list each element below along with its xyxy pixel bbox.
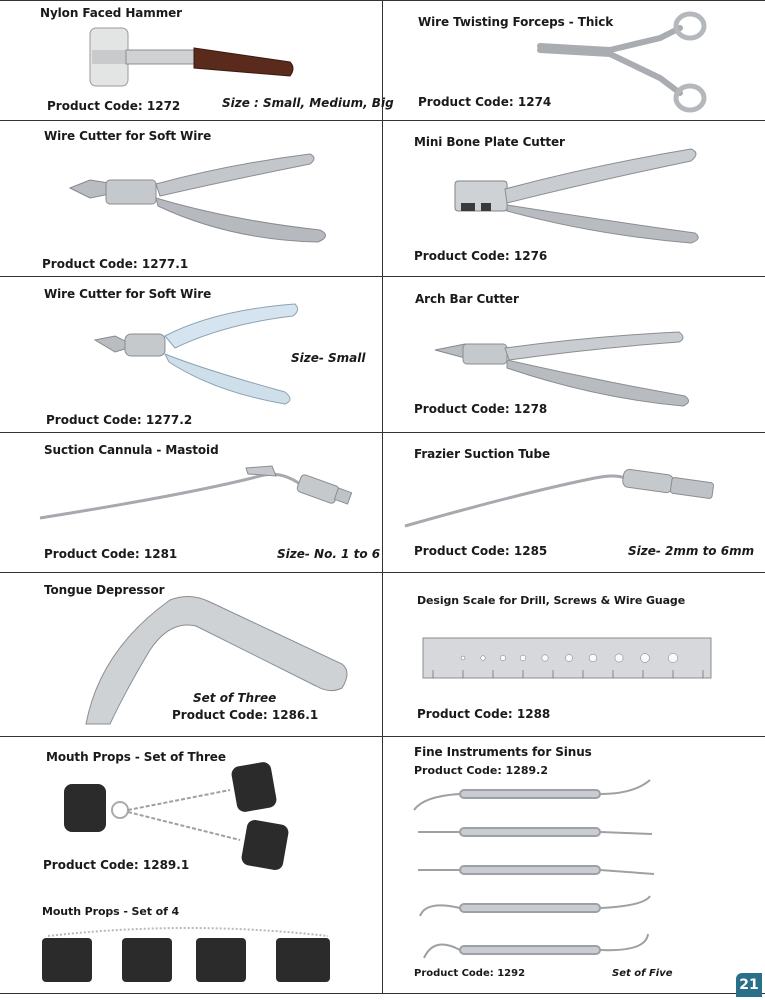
product-code: Product Code: 1289.1 [43, 858, 190, 872]
row-divider [0, 120, 765, 121]
small-wire-cutter-image [95, 300, 300, 410]
product-title: Suction Cannula - Mastoid [44, 443, 219, 457]
row-divider [0, 276, 765, 277]
product-title: Design Scale for Drill, Screws & Wire Guage [417, 594, 686, 607]
mouth-props-three-image [60, 760, 305, 870]
product-size: Set of Three [193, 691, 277, 705]
product-code: Product Code: 1277.2 [46, 413, 193, 427]
bone-plate-cutter-image [455, 145, 705, 245]
column-divider [382, 0, 383, 993]
product-title: Wire Cutter for Soft Wire [44, 129, 212, 143]
product-code: Product Code: 1285 [414, 544, 548, 558]
product-code: Product Code: 1289.2 [414, 764, 548, 777]
product-title: Wire Twisting Forceps - Thick [418, 15, 614, 29]
product-code: Product Code: 1272 [47, 99, 181, 113]
product-code: Product Code: 1286.1 [172, 708, 319, 722]
product-title: Mouth Props - Set of 4 [42, 905, 180, 918]
product-size: Size- No. 1 to 6 [277, 547, 381, 561]
forceps-image [540, 8, 715, 113]
row-divider [0, 572, 765, 573]
product-code: Product Code: 1277.1 [42, 257, 189, 271]
arch-bar-cutter-image [435, 330, 695, 410]
product-title: Arch Bar Cutter [415, 292, 519, 306]
frazier-tube-image [405, 468, 720, 530]
hammer-image [90, 28, 300, 90]
product-title: Fine Instruments for Sinus [414, 745, 592, 759]
product-code: Product Code: 1276 [414, 249, 548, 263]
product-code: Product Code: 1292 [414, 968, 526, 979]
product-size: Size- Small [291, 351, 366, 365]
set-label: Set of Five [612, 968, 673, 979]
product-code: Product Code: 1281 [44, 547, 178, 561]
product-size: Size : Small, Medium, Big [222, 96, 394, 110]
row-divider [0, 0, 765, 1]
page-number: 21 [736, 973, 762, 997]
product-title: Frazier Suction Tube [414, 447, 551, 461]
design-scale-image [423, 638, 711, 680]
mouth-props-four-image [38, 924, 338, 986]
product-code: Product Code: 1288 [417, 707, 551, 721]
product-title: Mini Bone Plate Cutter [414, 135, 565, 149]
wire-cutter-image [70, 150, 335, 250]
row-divider [0, 993, 765, 994]
product-title: Wire Cutter for Soft Wire [44, 287, 212, 301]
row-divider [0, 736, 765, 737]
row-divider [0, 432, 765, 433]
product-title: Tongue Depressor [44, 583, 165, 597]
product-title: Nylon Faced Hammer [40, 6, 182, 20]
suction-cannula-image [40, 460, 360, 525]
sinus-instruments-image [414, 776, 659, 966]
product-code: Product Code: 1278 [414, 402, 548, 416]
product-size: Size- 2mm to 6mm [628, 544, 755, 558]
product-title: Mouth Props - Set of Three [46, 750, 226, 764]
product-code: Product Code: 1274 [418, 95, 552, 109]
